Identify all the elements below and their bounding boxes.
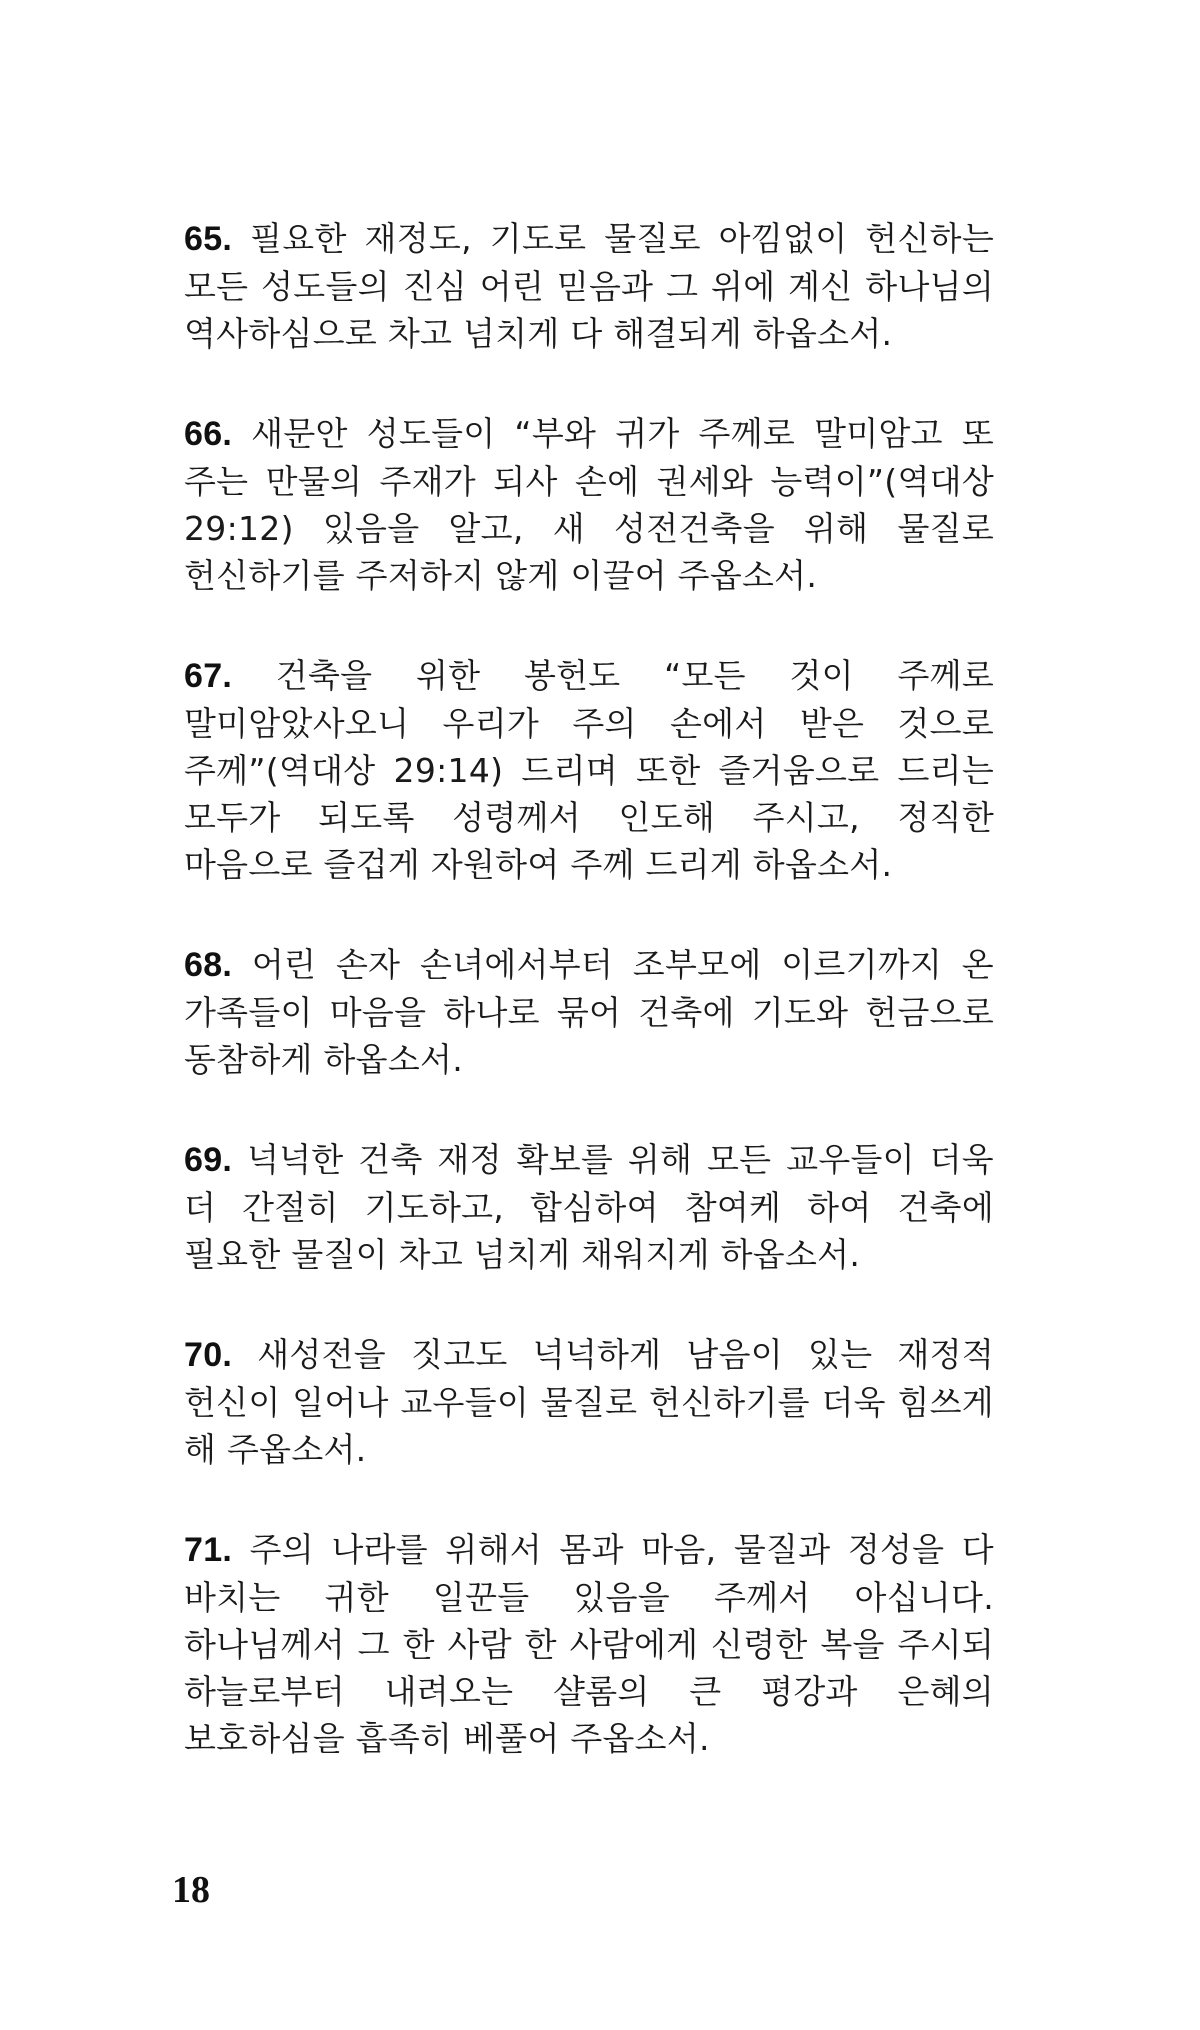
- prayer-text: 어린 손자 손녀에서부터 조부모에 이르기까지 온 가족들이 마음을 하나로 묶어 건축에 기도와 헌금으로 동참하게 하옵소서.: [184, 945, 994, 1079]
- prayer-number: 69.: [184, 1141, 233, 1179]
- page-number: 18: [172, 1869, 210, 1911]
- prayer-item-70: [184, 1331, 994, 1473]
- prayer-number: 65.: [184, 220, 233, 258]
- prayer-number: 70.: [184, 1336, 233, 1374]
- prayer-number: 71.: [184, 1531, 233, 1569]
- prayer-item-65: [184, 215, 994, 357]
- prayer-number: 67.: [184, 657, 233, 695]
- prayer-list: [184, 215, 994, 1815]
- prayer-text: 필요한 재정도, 기도로 물질로 아낌없이 헌신하는 모든 성도들의 진심 어린 믿음과 그 위에 계신 하나님의 역사하심으로 차고 넘치게 다 해결되게 하옵소서.: [184, 219, 994, 353]
- prayer-text: 새문안 성도들이 “부와 귀가 주께로 말미암고 또 주는 만물의 주재가 되사 손에 권세와 능력이”(역대상 29:12) 있음을 알고, 새 성전건축을 위해 물질로 헌신하기를 주저하지 않게 이끌어 주옵소서.: [184, 414, 994, 595]
- prayer-item-69: [184, 1136, 994, 1278]
- prayer-text: 새성전을 짓고도 넉넉하게 남음이 있는 재정적 헌신이 일어나 교우들이 물질로 헌신하기를 더욱 힘쓰게 해 주옵소서.: [184, 1335, 994, 1469]
- prayer-item-68: [184, 941, 994, 1083]
- prayer-text: 넉넉한 건축 재정 확보를 위해 모든 교우들이 더욱 더 간절히 기도하고, 합심하여 참여케 하여 건축에 필요한 물질이 차고 넘치게 채워지게 하옵소서.: [184, 1140, 994, 1274]
- prayer-item-66: [184, 410, 994, 599]
- prayer-text: 건축을 위한 봉헌도 “모든 것이 주께로 말미암았사오니 우리가 주의 손에서 받은 것으로 주께”(역대상 29:14) 드리며 또한 즐거움으로 드리는 모두가 되도록 성령께서 인도해 주시고, 정직한 마음으로 즐겁게 자원하여 주께 드리게 하옵소서.: [184, 656, 994, 884]
- prayer-item-71: [184, 1526, 994, 1762]
- prayer-item-67: [184, 652, 994, 888]
- prayer-text: 주의 나라를 위해서 몸과 마음, 물질과 정성을 다 바치는 귀한 일꾼들 있음을 주께서 아십니다. 하나님께서 그 한 사람 한 사람에게 신령한 복을 주시되 하늘로부터 내려오는 샬롬의 큰 평강과 은혜의 보호하심을 흡족히 베풀어 주옵소서.: [184, 1530, 994, 1758]
- prayer-number: 68.: [184, 946, 233, 984]
- prayer-number: 66.: [184, 415, 233, 453]
